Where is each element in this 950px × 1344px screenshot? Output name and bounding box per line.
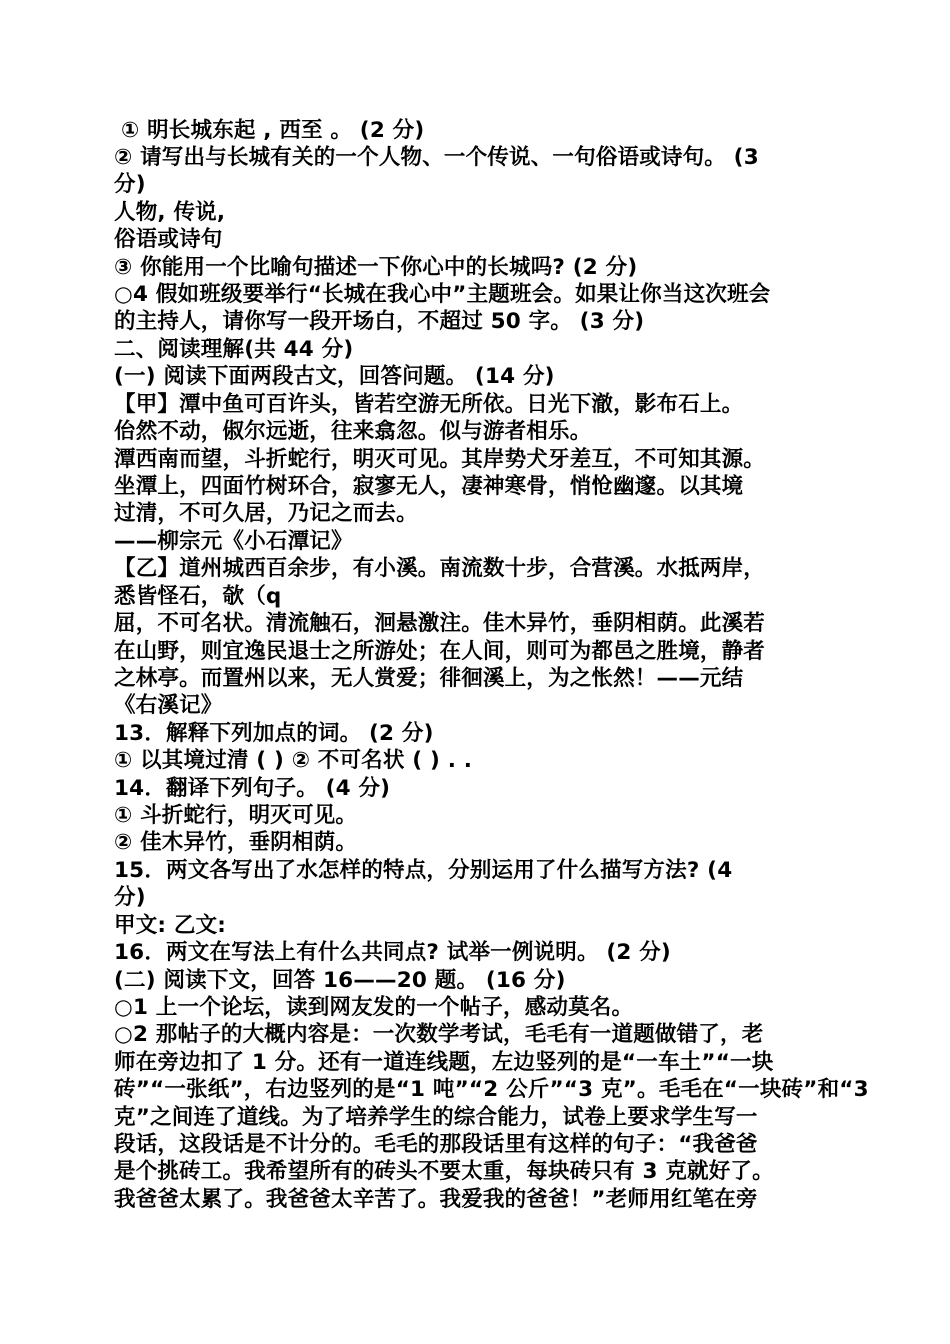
text-line: 分) [114, 885, 146, 910]
text-line: ○4 假如班级要举行“长城在我心中”主题班会。如果让你当这次班会 [114, 282, 771, 307]
question-13: 13．解释下列加点的词。 (2 分) [114, 721, 434, 746]
text-line: 人物, 传说, [114, 200, 226, 225]
text-line: 甲文: 乙文: [114, 913, 227, 938]
text-line: 《右溪记》 [114, 693, 223, 718]
section-heading: (一) 阅读下面两段古文，回答问题。 (14 分) [114, 364, 555, 389]
text-line: 坐潭上，四面竹树环合，寂寥无人，凄神寒骨，悄怆幽邃。以其境 [114, 474, 744, 499]
text-line: 悉皆怪石，欹（q [114, 584, 282, 609]
text-line: 过清，不可久居，乃记之而去。 [114, 501, 418, 526]
text-line: ② 佳木异竹，垂阴相荫。 [114, 830, 358, 855]
section-heading: (二) 阅读下文，回答 16——20 题。 (16 分) [114, 968, 566, 993]
question-14: 14．翻译下列句子。 (4 分) [114, 776, 391, 801]
text-line: 我爸爸太累了。我爸爸太辛苦了。我爱我的爸爸！”老师用红笔在旁 [114, 1187, 758, 1212]
text-line: ① 以其境过清 ( ) ② 不可名状 ( ) . . [114, 748, 473, 773]
text-line: 【甲】潭中鱼可百许头，皆若空游无所依。日光下澈，影布石上。 [114, 392, 744, 417]
text-line: 师在旁边扣了 1 分。还有一道连线题，左边竖列的是“一车土”“一块 [114, 1050, 774, 1075]
text-line: 在山野，则宜逸民退士之所游处；在人间，则可为都邑之胜境，静者 [114, 639, 766, 664]
text-line: 俗语或诗句 [114, 227, 223, 252]
text-line: 的主持人，请你写一段开场白，不超过 50 字。 (3 分) [114, 309, 645, 334]
text-line: ——柳宗元《小石潭记》 [114, 529, 353, 554]
text-line: ② 请写出与长城有关的一个人物、一个传说、一句俗语或诗句。 (3 [114, 145, 759, 170]
text-line: 【乙】道州城西百余步，有小溪。南流数十步，合营溪。水抵两岸， [114, 556, 766, 581]
text-line: 之林亭。而置州以来，无人赏爱；徘徊溪上，为之怅然！——元结 [114, 666, 744, 691]
text-line: 佁然不动，俶尔远逝，往来翕忽。似与游者相乐。 [114, 419, 592, 444]
text-line: ① 斗折蛇行，明灭可见。 [114, 803, 358, 828]
text-line: 潭西南而望，斗折蛇行，明灭可见。其岸势犬牙差互，不可知其源。 [114, 447, 766, 472]
question-15: 15．两文各写出了水怎样的特点，分别运用了什么描写方法? (4 [114, 858, 733, 883]
text-line: 分) [114, 172, 146, 197]
section-heading: 二、阅读理解(共 44 分) [114, 337, 354, 362]
text-line: 段话，这段话是不计分的。毛毛的那段话里有这样的句子：“我爸爸 [114, 1132, 758, 1157]
text-line: 是个挑砖工。我希望所有的砖头不要太重，每块砖只有 3 克就好了。 [114, 1159, 774, 1184]
text-line: ① 明长城东起 , 西至 。 (2 分) [121, 118, 425, 143]
text-line: ③ 你能用一个比喻句描述一下你心中的长城吗? (2 分) [114, 255, 638, 280]
text-line: ○2 那帖子的大概内容是：一次数学考试，毛毛有一道题做错了，老 [114, 1022, 764, 1047]
text-line: 屈，不可名状。清流触石，洄悬激注。佳木异竹，垂阴相荫。此溪若 [114, 611, 766, 636]
text-line: 克”之间连了道线。为了培养学生的综合能力，试卷上要求学生写一 [114, 1105, 758, 1130]
text-line: 砖”“一张纸”，右边竖列的是“1 吨”“2 公斤”“3 克”。毛毛在“一块砖”和“3 [114, 1077, 869, 1102]
question-16: 16．两文在写法上有什么共同点? 试举一例说明。 (2 分) [114, 940, 671, 965]
text-line: ○1 上一个论坛，读到网友发的一个帖子，感动莫名。 [114, 995, 634, 1020]
